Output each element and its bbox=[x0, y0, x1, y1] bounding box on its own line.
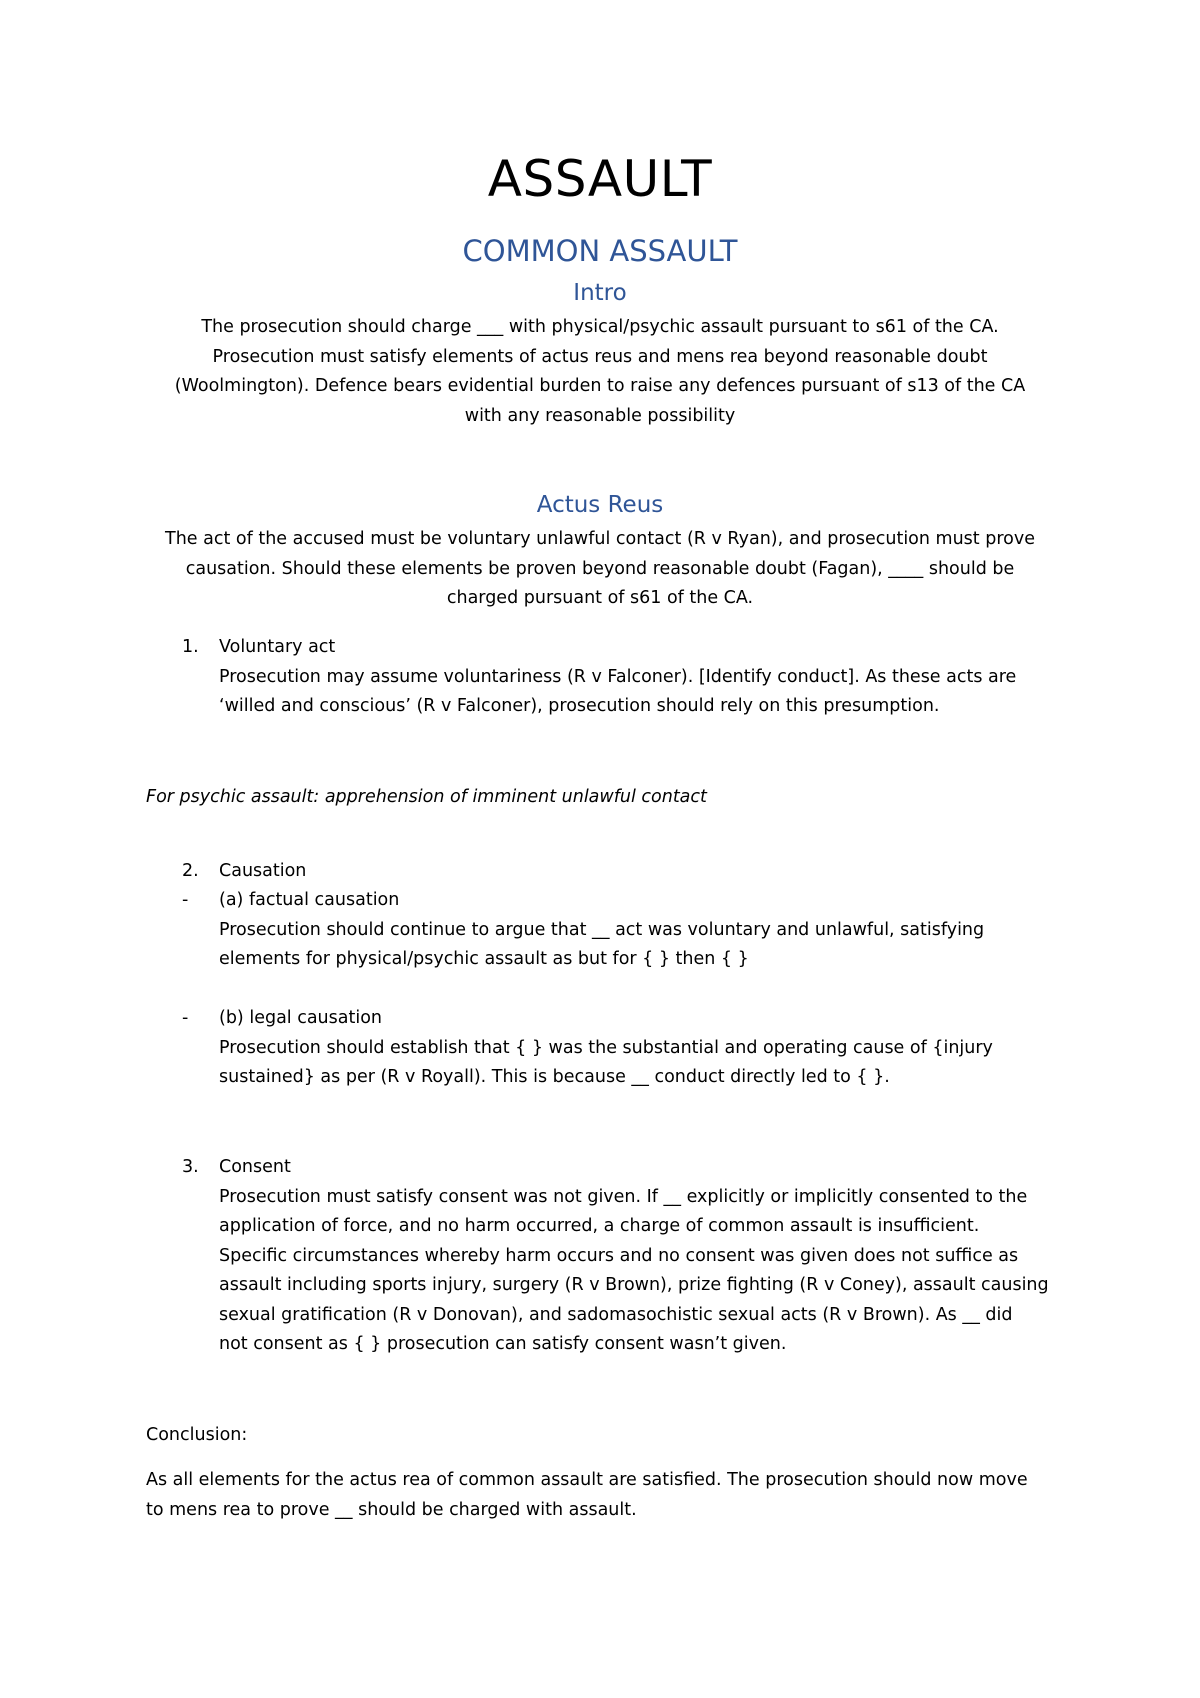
item-heading: Causation bbox=[219, 861, 307, 881]
intro-line: with any reasonable possibility bbox=[464, 405, 736, 426]
intro-line: (Woolmington). Defence bears evidential burden to raise any defences pursuant of s13 of the CA bbox=[174, 376, 1026, 396]
item-line: assault including sports injury, surgery (R v Brown), prize fighting (R v Coney), assault causing bbox=[219, 1275, 1049, 1295]
conclusion-heading: Conclusion: bbox=[146, 1425, 248, 1445]
intro-line: The prosecution should charge ___ with physical/psychic assault pursuant to s61 of the CA. bbox=[201, 317, 999, 337]
list-number: 1. bbox=[182, 637, 199, 657]
psychic-assault-note: For psychic assault: apprehension of imminent unlawful contact bbox=[146, 787, 707, 807]
intro-line: Prosecution must satisfy elements of actus reus and mens rea beyond reasonable doubt bbox=[212, 346, 988, 367]
actus-reus-line: causation. Should these elements be proven beyond reasonable doubt (Fagan), ____ should be bbox=[185, 558, 1015, 579]
item-heading: (b) legal causation bbox=[219, 1008, 383, 1028]
item-heading: Consent bbox=[219, 1157, 291, 1177]
intro-paragraph bbox=[140, 313, 1060, 431]
item-line: not consent as { } prosecution can satisfy consent wasn’t given. bbox=[219, 1334, 787, 1354]
item-line: elements for physical/psychic assault as but for { } then { } bbox=[219, 949, 749, 969]
actus-reus-paragraph bbox=[140, 525, 1060, 614]
heading-intro: Intro bbox=[573, 280, 627, 306]
item-line: Prosecution should establish that { } was the substantial and operating cause of {injury bbox=[219, 1037, 993, 1058]
dash-bullet: - bbox=[182, 890, 189, 910]
dash-bullet: - bbox=[182, 1008, 189, 1028]
heading-actus-reus: Actus Reus bbox=[536, 492, 664, 518]
list-item-legal-causation bbox=[140, 1004, 1080, 1093]
list-item-consent bbox=[140, 1153, 1080, 1360]
item-line: Prosecution must satisfy consent was not given. If __ explicitly or implicitly consented to the bbox=[219, 1186, 1028, 1207]
item-line: Prosecution may assume voluntariness (R v Falconer). [Identify conduct]. As these acts are bbox=[219, 666, 1017, 687]
conclusion-paragraph bbox=[146, 1466, 1076, 1525]
item-line: application of force, and no harm occurred, a charge of common assault is insufficient. bbox=[219, 1216, 980, 1236]
actus-reus-line: charged pursuant of s61 of the CA. bbox=[446, 588, 754, 608]
list-item-factual-causation bbox=[140, 886, 1080, 975]
list-number: 2. bbox=[182, 861, 199, 881]
list-number: 3. bbox=[182, 1157, 199, 1177]
item-line: sexual gratification (R v Donovan), and sadomasochistic sexual acts (R v Brown). As __ did bbox=[219, 1304, 1013, 1325]
item-line: ‘willed and conscious’ (R v Falconer), prosecution should rely on this presumption. bbox=[219, 696, 940, 716]
document-title: ASSAULT bbox=[487, 150, 713, 208]
item-line: Specific circumstances whereby harm occurs and no consent was given does not suffice as bbox=[219, 1245, 1019, 1266]
list-item-causation bbox=[140, 857, 1080, 887]
item-heading: Voluntary act bbox=[219, 637, 336, 657]
list-item-voluntary-act bbox=[140, 633, 1080, 722]
item-line: Prosecution should continue to argue that __ act was voluntary and unlawful, satisfying bbox=[219, 919, 985, 940]
item-heading: (a) factual causation bbox=[219, 890, 400, 910]
conclusion-line: to mens rea to prove __ should be charged with assault. bbox=[146, 1499, 637, 1520]
section-title-common-assault: COMMON ASSAULT bbox=[462, 234, 738, 268]
item-line: sustained} as per (R v Royall). This is because __ conduct directly led to { }. bbox=[219, 1067, 890, 1087]
conclusion-line: As all elements for the actus rea of common assault are satisfied. The prosecution should now move bbox=[146, 1470, 1028, 1490]
actus-reus-line: The act of the accused must be voluntary unlawful contact (R v Ryan), and prosecution must prove bbox=[165, 529, 1035, 549]
